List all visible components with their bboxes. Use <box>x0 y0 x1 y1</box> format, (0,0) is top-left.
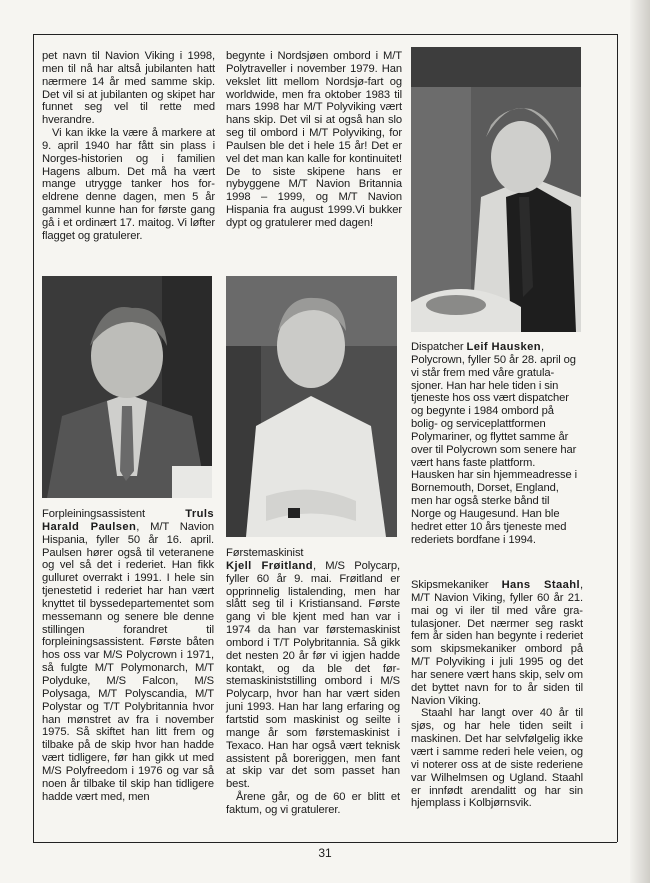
paragraph <box>226 560 400 791</box>
page-number: 31 <box>318 846 332 860</box>
person-last-name: Harald Paulsen <box>42 520 137 533</box>
body-text: , M/S Polycarp, fyller 60 år 9. mai. Frøitland er opprinnelig listalending, men har slått seg til i Kristiansand. Første gang vi ble kjent med han var i 1974 da han var førstemaskinist ombord i T/T Polybritannia. Så gikk det nesten 20 år før vi igjen hadde kontakt, og da ble det førstemaskiniststilling ombord i M/S Polycarp, hvor han har vært siden juni 1993. Han har lang erfaring og fartstid som maskinist og seilte i mange år som førstemaskinist i Texaco. Han har også vært teknisk assistent på boreriggen, men fant at skip var det som passet han best. <box>226 559 400 791</box>
hausken-text <box>411 341 581 547</box>
body-text: , Polycrown, fyller 50 år 28. april og vi står frem med våre gratulasjoner. Han har hele tiden i sin tjeneste hos oss vært dispatcher og begynte i 1984 ombord på bolig- og serviceplattformen Polymariner, og flyttet samme år over til Polycrown som senere har vært hans faste plattform. Hausken har sin hjemmeadresse i Bornemouth, Dorset, England, men har også sterke bånd til Norge og Haugesund. Han ble hedret etter 10 års tjeneste med rederiets bordfane i 1994. <box>411 341 578 546</box>
paragraph: Staahl har langt over 40 år til sjøs, og har hele tiden seilt i maskinen. Det har selvfølgelig ikke vært i samme rederi hele veien, og vi noterer oss at de siste rederiene var Wilhelmsen og Ugland. Staahl er innfødt arendalitt og har sin hjemplass i Kolbjørnsvik. <box>411 707 583 810</box>
person-name: Leif Hausken <box>466 341 541 353</box>
frame-line-top <box>33 34 617 35</box>
paragraph: Årene går, og de 60 er blitt et faktum, og vi gratulerer. <box>226 791 400 816</box>
paragraph: begynte i Nordsjøen ombord i M/T Polytraveller i november 1979. Han vekslet litt mellom Nordsjø-fart og worldwide, men fra oktober 1983 til mars 1998 har M/T Polyviking vært hans skip. Det vil si at også han slo seg til ombord i M/T Polyviking, for Paulsen ble det i hele 15 år! Det er vel det man kan kalle for kontinuitet! De to siste skipene hans er nybyggene M/T Navion Britannia 1998 – 1999, og M/T Navion Hispania fra august 1999.Vi bukker dypt og gratulerer med dagen! <box>226 50 402 229</box>
page-edge-shadow <box>630 0 650 883</box>
job-title: Dispatcher <box>411 341 464 353</box>
col2-top-text <box>226 50 402 230</box>
frame-line-right <box>617 34 618 842</box>
frame-line-bottom <box>33 842 617 843</box>
photo-kjell-froitland <box>226 276 397 537</box>
job-title: Forpleiningsassistent <box>42 508 145 520</box>
body-text: , M/T Navion Hispania, fyller 50 år 16. april. Paulsen hører også til veteranene og vel så det i rederiet. Han fikk gulluret overrakt i 1991. I hele sin tjenestetid i rederiet har han vært knyttet til byssedepartementet som messemann og senere ble denne stillingen forandret til forpleiningsassistent. Første båten hos oss var M/S Polycrown i 1971, så fulgte M/T Polymonarch, M/T Polyduke, M/S Falcon, M/S Polysaga, M/T Polyscandia, M/T Polystar og T/T Polybritannia hvor han mønstret av fra i november 1975. Så skiftet han litt frem og tilbake på de skip hvor han hadde vært tidligere, før han gikk ut med M/S Polyfreedom i 1976 og var så noen år tilbake til skip han tidligere hadde vært med, men <box>42 520 214 803</box>
paragraph: Vi kan ikke la være å markere at 9. april 1940 har fått sin plass i Norges-historien og i familien Hagens album. Det må ha vært mange utrygge tanker hos foreldrene denne dagen, men 5 år gammel kunne han for første gang gå i et ordinært 17. maitog. Vi løfter flagget og gratulerer. <box>42 127 215 242</box>
paragraph: pet navn til Navion Viking i 1998, men til nå har altså jubilanten hatt nærmere 14 år med samme skip. Det vil si at jubilanten og skipet har funnet seg vel til rette med hverandre. <box>42 50 215 127</box>
job-title: Førstemaskinist <box>226 547 304 559</box>
person-name: Kjell Frøitland <box>226 559 313 572</box>
photo-truls-harald-paulsen <box>42 276 212 498</box>
photo-leif-hausken <box>411 47 581 332</box>
body-text: , M/T Navion Viking, fyller 60 år 21. mai og vi iler til med våre gratulasjoner. Det nærmer seg raskt fem år siden han begynte i rederiet som skipsmekaniker ombord på M/T Polyviking i juli 1995 og det har senere vært hans skip, selv om det byttet navn for to år siden til Navion Viking. <box>411 579 583 707</box>
paragraph <box>42 508 214 803</box>
paragraph <box>411 579 583 707</box>
col1-top-text <box>42 50 215 243</box>
job-title: Skipsmekaniker <box>411 579 489 591</box>
frame-line-left <box>33 34 34 842</box>
froitland-text <box>226 547 400 817</box>
person-first-name: Truls <box>185 508 214 520</box>
staahl-text <box>411 579 583 810</box>
paulsen-text <box>42 508 214 803</box>
person-name: Hans Staahl <box>501 579 580 591</box>
paragraph <box>411 341 581 547</box>
